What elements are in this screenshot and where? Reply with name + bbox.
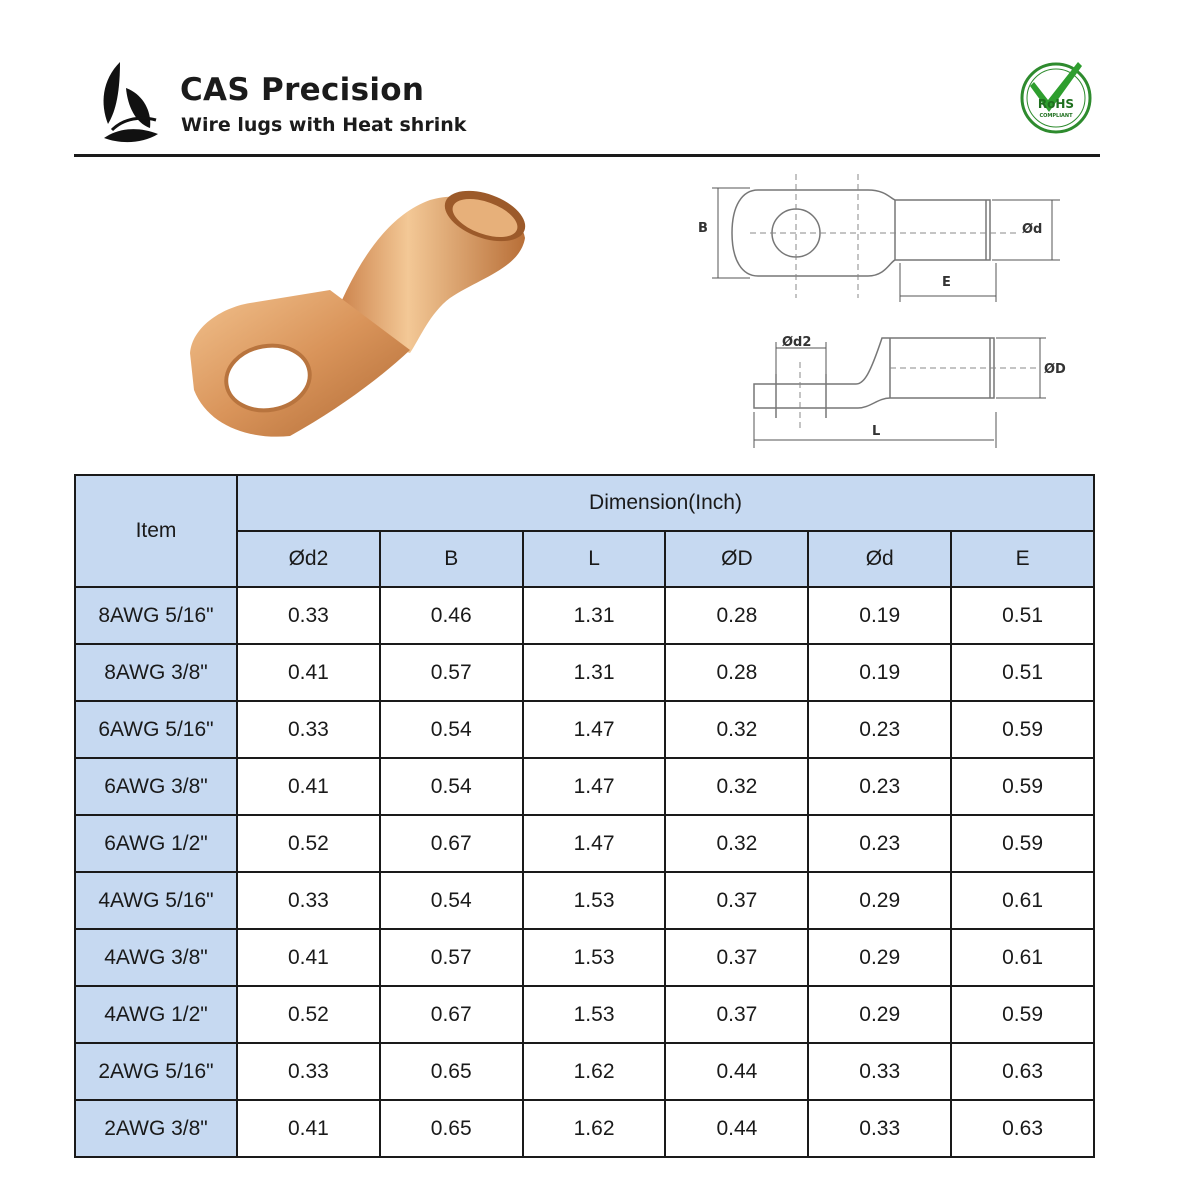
table-cell: 0.57	[380, 929, 523, 986]
product-subtitle: Wire lugs with Heat shrink	[181, 114, 467, 136]
rohs-label: RoHS	[1037, 97, 1075, 111]
table-cell: 0.33	[808, 1043, 951, 1100]
table-row	[75, 1043, 1094, 1100]
table-cell: 0.67	[380, 815, 523, 872]
table-cell: 1.62	[523, 1100, 666, 1157]
copper-lug-image	[180, 178, 540, 448]
column-header: E	[951, 531, 1094, 587]
table-cell: 1.47	[523, 701, 666, 758]
row-item-label: 4AWG 5/16"	[75, 872, 237, 929]
table-cell: 0.44	[665, 1100, 808, 1157]
table-cell: 0.67	[380, 986, 523, 1043]
table-cell: 0.54	[380, 872, 523, 929]
table-cell: 0.54	[380, 701, 523, 758]
table-cell: 0.41	[237, 644, 380, 701]
table-cell: 0.29	[808, 986, 951, 1043]
table-cell: 0.59	[951, 758, 1094, 815]
table-cell: 0.41	[237, 758, 380, 815]
table-cell: 0.59	[951, 701, 1094, 758]
row-item-label: 6AWG 3/8"	[75, 758, 237, 815]
table-cell: 0.37	[665, 929, 808, 986]
item-header: Item	[75, 475, 237, 587]
table-cell: 0.19	[808, 644, 951, 701]
table-row	[75, 872, 1094, 929]
table-cell: 0.52	[237, 986, 380, 1043]
table-cell: 0.29	[808, 929, 951, 986]
table-cell: 0.28	[665, 644, 808, 701]
table-row	[75, 929, 1094, 986]
dim-label-l: L	[872, 424, 881, 439]
leaf-logo-icon	[98, 58, 162, 144]
table-cell: 0.51	[951, 587, 1094, 644]
table-cell: 0.65	[380, 1043, 523, 1100]
table-row	[75, 701, 1094, 758]
table-row	[75, 644, 1094, 701]
table-cell: 1.31	[523, 644, 666, 701]
table-row	[75, 986, 1094, 1043]
table-cell: 1.53	[523, 872, 666, 929]
table-cell: 0.63	[951, 1100, 1094, 1157]
dimension-table	[74, 474, 1095, 1158]
table-cell: 0.37	[665, 986, 808, 1043]
dim-label-d: Ød	[1022, 222, 1043, 237]
table-cell: 0.33	[237, 1043, 380, 1100]
table-cell: 1.53	[523, 986, 666, 1043]
table-cell: 0.33	[808, 1100, 951, 1157]
table-cell: 0.32	[665, 815, 808, 872]
row-item-label: 6AWG 5/16"	[75, 701, 237, 758]
table-cell: 0.57	[380, 644, 523, 701]
column-header: ØD	[665, 531, 808, 587]
table-cell: 0.41	[237, 1100, 380, 1157]
dim-label-b: B	[698, 221, 708, 236]
brand-title: CAS Precision	[180, 72, 425, 108]
table-cell: 0.41	[237, 929, 380, 986]
row-item-label: 6AWG 1/2"	[75, 815, 237, 872]
column-header: L	[523, 531, 666, 587]
table-cell: 0.59	[951, 815, 1094, 872]
table-row	[75, 1100, 1094, 1157]
table-cell: 0.19	[808, 587, 951, 644]
column-header: Ød2	[237, 531, 380, 587]
dim-label-e: E	[942, 275, 951, 290]
table-row	[75, 758, 1094, 815]
dim-label-bigd: ØD	[1044, 362, 1066, 377]
column-header: B	[380, 531, 523, 587]
table-cell: 0.59	[951, 986, 1094, 1043]
table-cell: 0.23	[808, 701, 951, 758]
table-cell: 1.47	[523, 815, 666, 872]
row-item-label: 8AWG 5/16"	[75, 587, 237, 644]
table-cell: 0.33	[237, 701, 380, 758]
table-cell: 0.32	[665, 701, 808, 758]
table-row	[75, 815, 1094, 872]
table-cell: 1.47	[523, 758, 666, 815]
table-row	[75, 587, 1094, 644]
table-cell: 0.28	[665, 587, 808, 644]
column-header: Ød	[808, 531, 951, 587]
table-cell: 0.46	[380, 587, 523, 644]
table-cell: 1.31	[523, 587, 666, 644]
header-divider	[74, 154, 1100, 157]
table-cell: 0.61	[951, 872, 1094, 929]
table-cell: 0.61	[951, 929, 1094, 986]
row-item-label: 4AWG 1/2"	[75, 986, 237, 1043]
table-cell: 0.29	[808, 872, 951, 929]
table-cell: 1.53	[523, 929, 666, 986]
dimension-group-header: Dimension(Inch)	[237, 475, 1094, 531]
table-cell: 0.63	[951, 1043, 1094, 1100]
table-cell: 0.32	[665, 758, 808, 815]
table-cell: 0.23	[808, 815, 951, 872]
row-item-label: 4AWG 3/8"	[75, 929, 237, 986]
table-cell: 1.62	[523, 1043, 666, 1100]
table-cell: 0.33	[237, 872, 380, 929]
table-cell: 0.52	[237, 815, 380, 872]
lug-side-view-drawing	[740, 318, 1080, 458]
lug-top-view-drawing	[690, 168, 1080, 308]
rohs-badge-icon	[1012, 56, 1100, 136]
row-item-label: 2AWG 5/16"	[75, 1043, 237, 1100]
table-cell: 0.23	[808, 758, 951, 815]
table-cell: 0.33	[237, 587, 380, 644]
dim-label-d2: Ød2	[782, 335, 812, 350]
table-cell: 0.65	[380, 1100, 523, 1157]
row-item-label: 8AWG 3/8"	[75, 644, 237, 701]
table-cell: 0.44	[665, 1043, 808, 1100]
row-item-label: 2AWG 3/8"	[75, 1100, 237, 1157]
rohs-sublabel: COMPLIANT	[1039, 113, 1073, 119]
table-cell: 0.51	[951, 644, 1094, 701]
table-cell: 0.37	[665, 872, 808, 929]
table-cell: 0.54	[380, 758, 523, 815]
